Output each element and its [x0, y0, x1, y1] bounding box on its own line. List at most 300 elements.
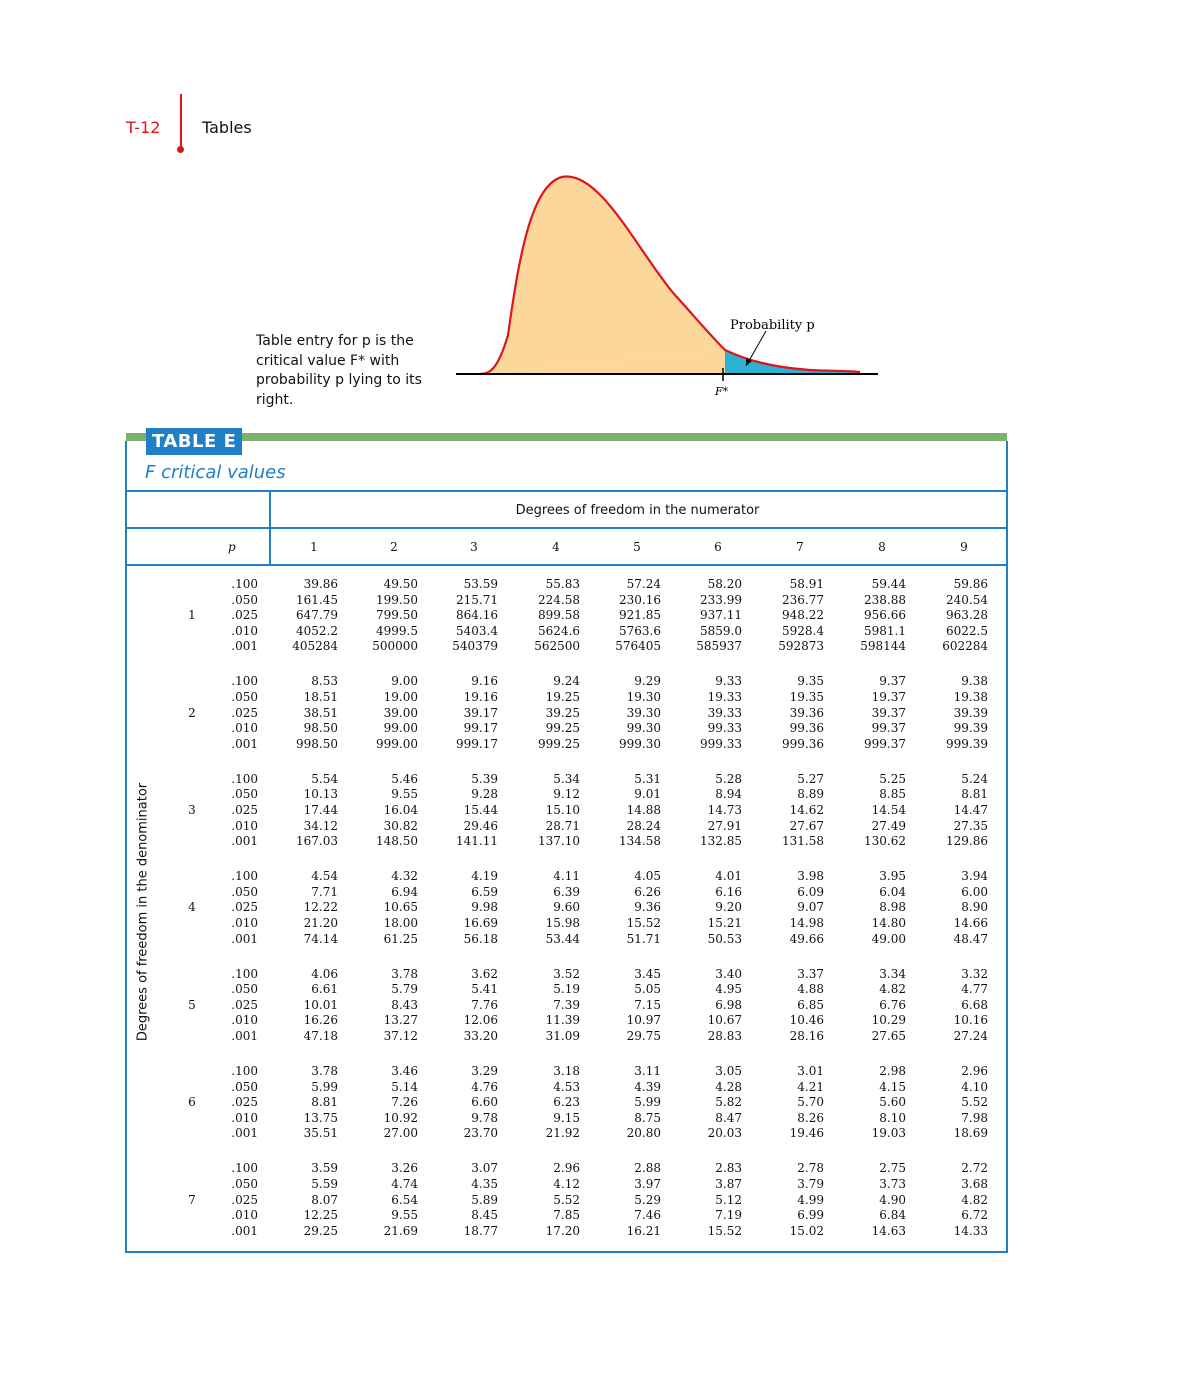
table-cell: 99.17 — [463, 721, 498, 736]
table-cell: 5.12 — [715, 1192, 742, 1207]
table-cell: 30.82 — [383, 818, 418, 833]
table-cell: 5859.0 — [700, 623, 742, 638]
p-value: .050 — [231, 689, 258, 704]
table-cell: 167.03 — [296, 834, 338, 849]
table-cell: 19.37 — [871, 690, 906, 704]
table-cell: 137.10 — [538, 834, 580, 849]
figure-caption: Table entry for p is the critical value F* with probability p lying to its right. — [256, 333, 422, 408]
table-cell: 5.79 — [391, 982, 418, 997]
table-cell: 956.66 — [864, 608, 906, 623]
p-values-column — [218, 1064, 258, 1142]
table-cell: 39.37 — [871, 705, 906, 720]
column-header: 9 — [960, 540, 968, 554]
p-value: .010 — [231, 915, 258, 930]
table-cell: 37.12 — [383, 1029, 418, 1043]
p-value: .050 — [231, 982, 258, 997]
table-cell: 9.29 — [634, 674, 661, 689]
table-title: F critical values — [145, 462, 286, 483]
table-cell: 3.07 — [471, 1161, 498, 1176]
table-cell: 999.30 — [619, 736, 661, 751]
table-cell: 4.15 — [879, 1079, 906, 1094]
p-value: .010 — [231, 1208, 258, 1223]
table-cell: 12.22 — [303, 900, 338, 915]
table-cell: 4.05 — [634, 869, 661, 884]
table-cell: 3.79 — [797, 1177, 824, 1191]
table-cell: 602284 — [942, 639, 988, 654]
table-cell: 19.00 — [383, 690, 418, 704]
table-cell: 56.18 — [463, 931, 498, 946]
table-cell: 99.37 — [871, 721, 906, 736]
table-cell: 38.51 — [303, 705, 338, 720]
table-cell: 6.85 — [797, 997, 824, 1012]
table-cell: 999.17 — [456, 736, 498, 751]
table-cell: 14.66 — [953, 916, 988, 930]
column-header: 4 — [552, 540, 560, 554]
table-cell: 8.90 — [961, 900, 988, 915]
table-cell: 4.77 — [961, 982, 988, 997]
p-header: p — [228, 540, 236, 554]
table-cell: 6.76 — [879, 997, 906, 1012]
table-cell: 500000 — [372, 639, 418, 654]
table-cell: 948.22 — [782, 608, 824, 623]
table-cell: 8.10 — [879, 1110, 906, 1125]
p-value: .001 — [231, 1028, 258, 1043]
table-cell: 999.37 — [864, 736, 906, 751]
table-cell: 5624.6 — [538, 623, 580, 638]
table-cell: 3.18 — [553, 1064, 580, 1078]
table-cell: 5.25 — [879, 771, 906, 786]
table-cell: 16.21 — [626, 1223, 661, 1238]
table-cell: 27.35 — [953, 818, 988, 833]
column-header: 8 — [878, 540, 886, 554]
rule-vertical — [269, 490, 271, 566]
table-cell: 4.06 — [311, 966, 338, 981]
table-cell: 2.83 — [715, 1161, 742, 1176]
table-cell: 21.20 — [303, 916, 338, 930]
table-cell: 4.53 — [553, 1079, 580, 1094]
table-cell: 8.53 — [311, 674, 338, 689]
table-cell: 3.52 — [553, 966, 580, 981]
table-cell: 647.79 — [296, 608, 338, 623]
table-cell: 58.91 — [789, 577, 824, 591]
table-cell: 3.01 — [797, 1064, 824, 1078]
table-cell: 3.26 — [391, 1161, 418, 1176]
table-cell: 6.98 — [715, 997, 742, 1012]
table-cell: 18.51 — [303, 690, 338, 704]
table-cell: 4.28 — [715, 1079, 742, 1094]
table-cell: 2.72 — [961, 1161, 988, 1176]
p-value: .100 — [231, 869, 258, 884]
table-cell: 132.85 — [700, 834, 742, 849]
table-cell: 8.81 — [961, 787, 988, 802]
table-cell: 8.81 — [311, 1095, 338, 1110]
table-cell: 921.85 — [619, 608, 661, 623]
table-cell: 799.50 — [376, 608, 418, 623]
table-cell: 29.25 — [303, 1223, 338, 1238]
table-cell: 59.44 — [871, 577, 906, 591]
table-cell: 27.00 — [383, 1126, 418, 1141]
column-header: 7 — [796, 540, 804, 554]
p-value: .050 — [231, 1176, 258, 1191]
table-cell: 999.25 — [538, 736, 580, 751]
table-cell: 899.58 — [538, 608, 580, 623]
p-value: .100 — [231, 1161, 258, 1176]
table-cell: 3.73 — [879, 1177, 906, 1191]
table-cell: 585937 — [696, 639, 742, 654]
table-cell: 18.69 — [953, 1126, 988, 1141]
table-cell: 5.46 — [391, 771, 418, 786]
table-cell: 10.13 — [303, 787, 338, 802]
table-cell: 9.16 — [471, 674, 498, 689]
table-cell: 33.20 — [463, 1029, 498, 1043]
p-value: .025 — [231, 997, 258, 1012]
table-cell: 13.75 — [303, 1110, 338, 1125]
table-cell: 5.27 — [797, 771, 824, 786]
table-cell: 9.55 — [391, 787, 418, 802]
table-cell: 3.40 — [715, 966, 742, 981]
table-cell: 5.34 — [553, 771, 580, 786]
table-cell: 10.29 — [871, 1013, 906, 1028]
p-value: .001 — [231, 1223, 258, 1238]
table-cell: 14.63 — [871, 1223, 906, 1238]
table-cell: 5981.1 — [864, 623, 906, 638]
section-title: Tables — [202, 118, 252, 137]
table-cell: 6.54 — [391, 1192, 418, 1207]
table-cell: 4.95 — [715, 982, 742, 997]
table-cell: 3.97 — [634, 1177, 661, 1191]
table-cell: 9.12 — [553, 787, 580, 802]
table-cell: 540379 — [452, 639, 498, 654]
table-cell: 5.60 — [879, 1095, 906, 1110]
table-cell: 6.94 — [391, 884, 418, 899]
table-cell: 16.04 — [383, 803, 418, 817]
table-cell: 10.01 — [303, 997, 338, 1012]
table-cell: 27.91 — [707, 818, 742, 833]
table-cell: 98.50 — [303, 721, 338, 736]
table-cell: 16.69 — [463, 916, 498, 930]
table-cell: 3.29 — [471, 1064, 498, 1078]
table-cell: 8.43 — [391, 997, 418, 1012]
table-cell: 39.36 — [789, 705, 824, 720]
table-cell: 19.25 — [545, 690, 580, 704]
table-cell: 3.68 — [961, 1177, 988, 1191]
table-cell: 134.58 — [619, 834, 661, 849]
table-cell: 5.28 — [715, 771, 742, 786]
p-value: .025 — [231, 705, 258, 720]
table-cell: 5403.4 — [456, 623, 498, 638]
p-value: .001 — [231, 1126, 258, 1141]
table-cell: 28.83 — [707, 1029, 742, 1043]
table-cell: 6.16 — [715, 884, 742, 899]
table-cell: 12.25 — [303, 1208, 338, 1223]
table-cell: 5763.6 — [619, 623, 661, 638]
column-header: 6 — [714, 540, 722, 554]
table-cell: 9.20 — [715, 900, 742, 915]
p-value: .010 — [231, 818, 258, 833]
table-cell: 39.39 — [953, 705, 988, 720]
table-cell: 8.94 — [715, 787, 742, 802]
p-values-column — [218, 869, 258, 947]
column-header: 2 — [390, 540, 398, 554]
table-cell: 5.29 — [634, 1192, 661, 1207]
table-cell: 15.98 — [545, 916, 580, 930]
table-cell: 5.99 — [634, 1095, 661, 1110]
table-cell: 39.86 — [303, 577, 338, 591]
table-cell: 4.11 — [553, 869, 580, 884]
table-cell: 4.82 — [961, 1192, 988, 1207]
table-cell: 2.96 — [961, 1064, 988, 1078]
table-cell: 29.46 — [463, 818, 498, 833]
table-cell: 999.00 — [376, 736, 418, 751]
rule-header — [125, 564, 1006, 566]
table-cell: 14.73 — [707, 803, 742, 817]
table-cell: 6.72 — [961, 1208, 988, 1223]
table-cell: 236.77 — [782, 592, 824, 607]
table-cell: 7.71 — [311, 884, 338, 899]
table-cell: 3.34 — [879, 966, 906, 981]
table-cell: 23.70 — [463, 1126, 498, 1141]
table-cell: 10.97 — [626, 1013, 661, 1028]
table-cell: 3.95 — [879, 869, 906, 884]
table-cell: 14.33 — [953, 1223, 988, 1238]
table-cell: 2.78 — [797, 1161, 824, 1176]
p-value: .050 — [231, 787, 258, 802]
table-badge: TABLE E — [146, 428, 242, 455]
table-cell: 49.50 — [383, 577, 418, 591]
table-cell: 963.28 — [946, 608, 988, 623]
table-cell: 4999.5 — [376, 623, 418, 638]
table-cell: 592873 — [778, 639, 824, 654]
table-cell: 8.98 — [879, 900, 906, 915]
table-cell: 3.87 — [715, 1177, 742, 1191]
fstar-label: F* — [715, 385, 729, 398]
column-header: 3 — [470, 540, 478, 554]
table-cell: 3.11 — [634, 1064, 661, 1078]
table-cell: 937.11 — [700, 608, 742, 623]
table-cell: 7.26 — [391, 1095, 418, 1110]
table-cell: 21.69 — [383, 1223, 418, 1238]
table-cell: 9.24 — [553, 674, 580, 689]
table-cell: 5.41 — [471, 982, 498, 997]
table-cell: 10.16 — [953, 1013, 988, 1028]
p-value: .010 — [231, 623, 258, 638]
table-cell: 8.45 — [471, 1208, 498, 1223]
p-value: .001 — [231, 931, 258, 946]
table-cell: 4.35 — [471, 1177, 498, 1191]
p-value: .025 — [231, 802, 258, 817]
table-cell: 131.58 — [782, 834, 824, 849]
table-cell: 7.39 — [553, 997, 580, 1012]
probability-label: Probability p — [730, 318, 815, 333]
df-denominator: 3 — [188, 803, 196, 817]
table-cell: 19.38 — [953, 690, 988, 704]
table-cell: 5.24 — [961, 771, 988, 786]
table-cell: 240.54 — [946, 592, 988, 607]
p-value: .001 — [231, 834, 258, 849]
table-cell: 224.58 — [538, 592, 580, 607]
table-cell: 5.59 — [311, 1177, 338, 1191]
table-cell: 3.78 — [311, 1064, 338, 1078]
table-cell: 27.24 — [953, 1029, 988, 1043]
table-cell: 4.90 — [879, 1192, 906, 1207]
df-denominator: 4 — [188, 900, 196, 915]
p-value: .050 — [231, 1079, 258, 1094]
table-cell: 99.30 — [626, 721, 661, 736]
table-cell: 2.98 — [879, 1064, 906, 1078]
p-value: .025 — [231, 608, 258, 623]
table-cell: 4.99 — [797, 1192, 824, 1207]
table-cell: 27.49 — [871, 818, 906, 833]
table-cell: 9.55 — [391, 1208, 418, 1223]
table-cell: 9.00 — [391, 674, 418, 689]
table-cell: 4.54 — [311, 869, 338, 884]
table-cell: 19.46 — [789, 1126, 824, 1141]
table-cell: 4.19 — [471, 869, 498, 884]
table-cell: 141.11 — [456, 834, 498, 849]
table-cell: 15.52 — [626, 916, 661, 930]
table-cell: 74.14 — [303, 931, 338, 946]
table-cell: 6.99 — [797, 1208, 824, 1223]
table-cell: 18.00 — [383, 916, 418, 930]
table-cell: 53.59 — [463, 577, 498, 591]
table-cell: 5.52 — [553, 1192, 580, 1207]
table-cell: 7.85 — [553, 1208, 580, 1223]
table-cell: 8.85 — [879, 787, 906, 802]
table-cell: 5.39 — [471, 771, 498, 786]
column-header: 5 — [633, 540, 641, 554]
table-cell: 9.35 — [797, 674, 824, 689]
table-cell: 9.98 — [471, 900, 498, 915]
table-cell: 39.33 — [707, 705, 742, 720]
table-cell: 3.05 — [715, 1064, 742, 1078]
table-cell: 4.21 — [797, 1079, 824, 1094]
table-cell: 3.32 — [961, 966, 988, 981]
table-cell: 3.98 — [797, 869, 824, 884]
table-cell: 6.23 — [553, 1095, 580, 1110]
p-value: .025 — [231, 1095, 258, 1110]
table-cell: 19.30 — [626, 690, 661, 704]
table-cell: 148.50 — [376, 834, 418, 849]
table-cell: 53.44 — [545, 931, 580, 946]
table-cell: 6.26 — [634, 884, 661, 899]
table-cell: 39.17 — [463, 705, 498, 720]
table-cell: 2.88 — [634, 1161, 661, 1176]
table-cell: 17.44 — [303, 803, 338, 817]
table-cell: 48.47 — [953, 931, 988, 946]
p-value: .025 — [231, 1192, 258, 1207]
table-cell: 27.65 — [871, 1029, 906, 1043]
table-cell: 10.92 — [383, 1110, 418, 1125]
table-cell: 28.24 — [626, 818, 661, 833]
table-cell: 9.78 — [471, 1110, 498, 1125]
table-cell: 6.04 — [879, 884, 906, 899]
table-cell: 998.50 — [296, 736, 338, 751]
table-cell: 238.88 — [864, 592, 906, 607]
table-cell: 55.83 — [545, 577, 580, 591]
table-cell: 14.62 — [789, 803, 824, 817]
table-cell: 39.25 — [545, 705, 580, 720]
table-cell: 49.66 — [789, 931, 824, 946]
table-cell: 99.36 — [789, 721, 824, 736]
table-cell: 6.84 — [879, 1208, 906, 1223]
table-cell: 6.00 — [961, 884, 988, 899]
table-cell: 7.19 — [715, 1208, 742, 1223]
table-cell: 233.99 — [700, 592, 742, 607]
table-cell: 29.75 — [626, 1029, 661, 1043]
table-cell: 405284 — [292, 639, 338, 654]
table-cell: 8.47 — [715, 1110, 742, 1125]
table-cell: 6022.5 — [946, 623, 988, 638]
table-cell: 5.82 — [715, 1095, 742, 1110]
table-cell: 20.03 — [707, 1126, 742, 1141]
table-cell: 4.74 — [391, 1177, 418, 1191]
p-value: .010 — [231, 1110, 258, 1125]
table-cell: 13.27 — [383, 1013, 418, 1028]
table-cell: 51.71 — [626, 931, 661, 946]
table-cell: 14.47 — [953, 803, 988, 817]
table-cell: 4.12 — [553, 1177, 580, 1191]
table-cell: 14.98 — [789, 916, 824, 930]
table-cell: 27.67 — [789, 818, 824, 833]
table-cell: 999.39 — [946, 736, 988, 751]
df-denominator: 1 — [188, 608, 196, 623]
table-cell: 5.05 — [634, 982, 661, 997]
table-cell: 5928.4 — [782, 623, 824, 638]
table-cell: 39.00 — [383, 705, 418, 720]
table-cell: 15.44 — [463, 803, 498, 817]
table-cell: 6.60 — [471, 1095, 498, 1110]
table-cell: 3.94 — [961, 869, 988, 884]
table-cell: 9.33 — [715, 674, 742, 689]
df-denominator: 2 — [188, 705, 196, 720]
table-cell: 9.60 — [553, 900, 580, 915]
f-distribution-figure — [450, 165, 890, 405]
table-cell: 15.02 — [789, 1223, 824, 1238]
table-cell: 10.67 — [707, 1013, 742, 1028]
table-cell: 562500 — [534, 639, 580, 654]
table-cell: 9.28 — [471, 787, 498, 802]
table-cell: 15.52 — [707, 1223, 742, 1238]
table-cell: 3.62 — [471, 966, 498, 981]
table-cell: 19.33 — [707, 690, 742, 704]
table-cell: 199.50 — [376, 592, 418, 607]
table-cell: 9.07 — [797, 900, 824, 915]
table-cell: 9.15 — [553, 1110, 580, 1125]
df-denominator: 7 — [188, 1192, 196, 1207]
table-cell: 215.71 — [456, 592, 498, 607]
p-values-column — [218, 967, 258, 1045]
table-cell: 99.00 — [383, 721, 418, 736]
table-cell: 4.82 — [879, 982, 906, 997]
table-cell: 5.89 — [471, 1192, 498, 1207]
table-cell: 864.16 — [456, 608, 498, 623]
table-cell: 19.35 — [789, 690, 824, 704]
table-cell: 999.33 — [700, 736, 742, 751]
table-cell: 16.26 — [303, 1013, 338, 1028]
table-cell: 130.62 — [864, 834, 906, 849]
table-cell: 3.59 — [311, 1161, 338, 1176]
table-cell: 50.53 — [707, 931, 742, 946]
denominator-label: Degrees of freedom in the denominator — [135, 782, 151, 1042]
table-cell: 7.98 — [961, 1110, 988, 1125]
table-cell: 14.88 — [626, 803, 661, 817]
p-value: .100 — [231, 674, 258, 689]
table-cell: 39.30 — [626, 705, 661, 720]
table-cell: 4.01 — [715, 869, 742, 884]
table-cell: 598144 — [860, 639, 906, 654]
table-cell: 6.59 — [471, 884, 498, 899]
p-value: .050 — [231, 592, 258, 607]
